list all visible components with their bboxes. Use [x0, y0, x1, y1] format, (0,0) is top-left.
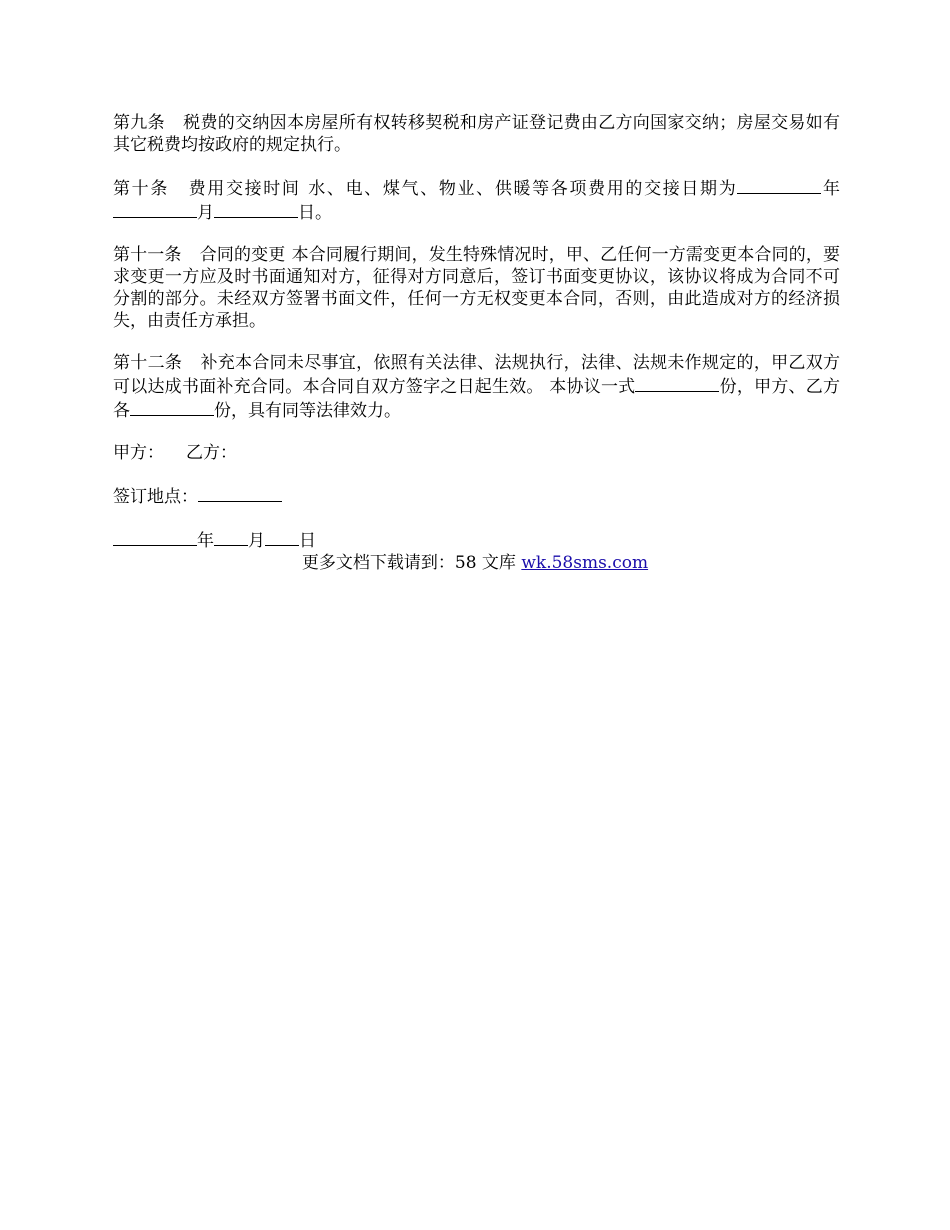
signing-location-blank[interactable]	[198, 484, 282, 502]
article-10-heading: 第十条	[113, 179, 169, 199]
signing-day-blank[interactable]	[265, 528, 299, 546]
article-10	[113, 176, 840, 224]
handover-month-blank[interactable]	[113, 200, 197, 218]
signing-day-label: 日	[299, 531, 316, 551]
contract-body	[113, 112, 840, 572]
signing-location-label: 签订地点：	[113, 487, 198, 507]
article-12-closing: 份，具有同等法律效力。	[214, 401, 401, 421]
signing-month-blank[interactable]	[214, 528, 248, 546]
signature-parties	[113, 442, 840, 464]
article-10-title: 费用交接时间	[186, 179, 301, 199]
signing-year-blank[interactable]	[113, 528, 197, 546]
party-a-label: 甲方：	[113, 443, 164, 463]
article-11-title: 合同的变更	[199, 245, 286, 265]
party-b-label: 乙方：	[186, 443, 237, 463]
total-copies-blank[interactable]	[635, 374, 719, 392]
article-9	[113, 112, 840, 156]
signing-location	[113, 484, 840, 508]
signing-year-label: 年	[197, 531, 214, 551]
handover-day-blank[interactable]	[214, 200, 298, 218]
article-12-body: 补充本合同未尽事宜，依照有关法律、法规执行，法律、法规未作规定的，甲乙双方可以达成书面补充合同。本合同自双方签字之日起生效。 本协议一式	[113, 353, 840, 397]
day-label: 日。	[298, 203, 332, 223]
signing-month-label: 月	[248, 531, 265, 551]
article-11-body: 本合同履行期间，发生特殊情况时，甲、乙任何一方需变更本合同的，要求变更一方应及时书面通知对方，征得对方同意后，签订书面变更协议，该协议将成为合同不可分割的部分。未经双方签署书面文件，任何一方无权变更本合同，否则，由此造成对方的经济损失，由责任方承担。	[113, 245, 841, 331]
handover-year-blank[interactable]	[737, 176, 821, 194]
year-label: 年	[821, 179, 841, 199]
footer-text: 更多文档下载请到：58 文库	[301, 553, 522, 573]
article-9-body: 税费的交纳因本房屋所有权转移契税和房产证登记费由乙方向国家交纳；房屋交易如有其它税费均按政府的规定执行。	[113, 113, 841, 155]
article-11	[113, 244, 840, 332]
article-12	[113, 352, 840, 422]
download-footer	[0, 552, 950, 574]
signing-date	[113, 528, 840, 552]
article-9-heading: 第九条	[113, 113, 165, 133]
article-12-heading: 第十二条	[113, 353, 183, 373]
article-10-body: 水、电、煤气、物业、供暖等各项费用的交接日期为	[306, 179, 738, 199]
footer-link[interactable]: wk.58sms.com	[521, 553, 649, 573]
article-12-copies-text: 份，甲方、乙方各	[113, 377, 841, 421]
each-party-copies-blank[interactable]	[130, 398, 214, 416]
month-label: 月	[197, 203, 214, 223]
article-11-heading: 第十一条	[113, 245, 182, 265]
